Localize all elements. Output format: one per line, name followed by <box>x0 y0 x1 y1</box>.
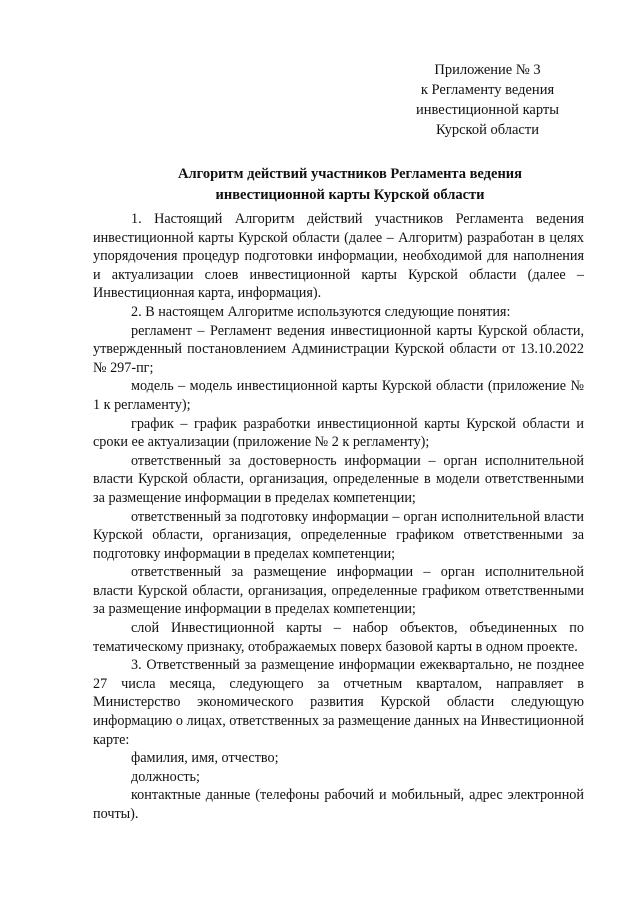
definition-map-layer: слой Инвестиционной карты – набор объектов, объединенных по тематическому признаку, отображаемых поверх базовой карты в одном проекте. <box>93 620 584 655</box>
definition-responsible-placement: ответственный за размещение информации – орган исполнительной власти Курской области, организация, определенные графиком ответственными за размещение информации в пределах компетенции; <box>93 564 584 618</box>
paragraph-3: 3. Ответственный за размещение информации ежеквартально, не позднее 27 числа месяца, следующего за отчетным кварталом, направляет в Министерство экономического развития Курской области следующую информацию о лицах, ответственных за размещение данных на Инвестиционной карте: <box>93 657 584 748</box>
document-title <box>100 164 600 206</box>
appendix-line-4: Курской области <box>436 122 539 138</box>
appendix-header <box>405 60 570 140</box>
definition-responsible-accuracy: ответственный за достоверность информации – орган исполнительной власти Курской области, организация, определенные в модели ответственными за размещение информации в пределах компетенции; <box>93 452 584 506</box>
appendix-line-1: Приложение № 3 <box>434 62 541 78</box>
list-item-contacts: контактные данные (телефоны рабочий и мобильный, адрес электронной почты). <box>93 787 584 822</box>
appendix-line-2: к Регламенту ведения <box>420 82 555 98</box>
document-body <box>93 210 584 824</box>
definition-model: модель – модель инвестиционной карты Курской области (приложение № 1 к регламенту); <box>93 378 584 413</box>
paragraph-2: 2. В настоящем Алгоритме используются следующие понятия: <box>131 303 511 320</box>
definition-schedule: график – график разработки инвестиционной карты Курской области и сроки ее актуализации (приложение № 2 к регламенту); <box>93 415 584 451</box>
appendix-line-3: инвестиционной карты <box>416 102 559 118</box>
definition-responsible-preparation: ответственный за подготовку информации – орган исполнительной власти Курской области, организация, определенные графиком ответственными за подготовку информации в пределах компетенции; <box>93 508 584 562</box>
paragraph-1: 1. Настоящий Алгоритм действий участников Регламента ведения инвестиционной карты Курской области (далее – Алгоритм) разработан в целях упорядочения процедур подготовки информации, необходимой для наполнения и актуализации слоев инвестиционной карты Курской области (далее – Инвестиционная карта, информация). <box>93 211 584 302</box>
list-item-position: должность; <box>131 768 200 785</box>
title-line-2: инвестиционной карты Курской области <box>215 187 485 203</box>
title-line-1: Алгоритм действий участников Регламента ведения <box>178 166 522 182</box>
definition-regulation: регламент – Регламент ведения инвестиционной карты Курской области, утвержденный постановлением Администрации Курской области от 13.10.2022 № 297-пг; <box>93 322 584 376</box>
list-item-full-name: фамилия, имя, отчество; <box>131 750 279 767</box>
